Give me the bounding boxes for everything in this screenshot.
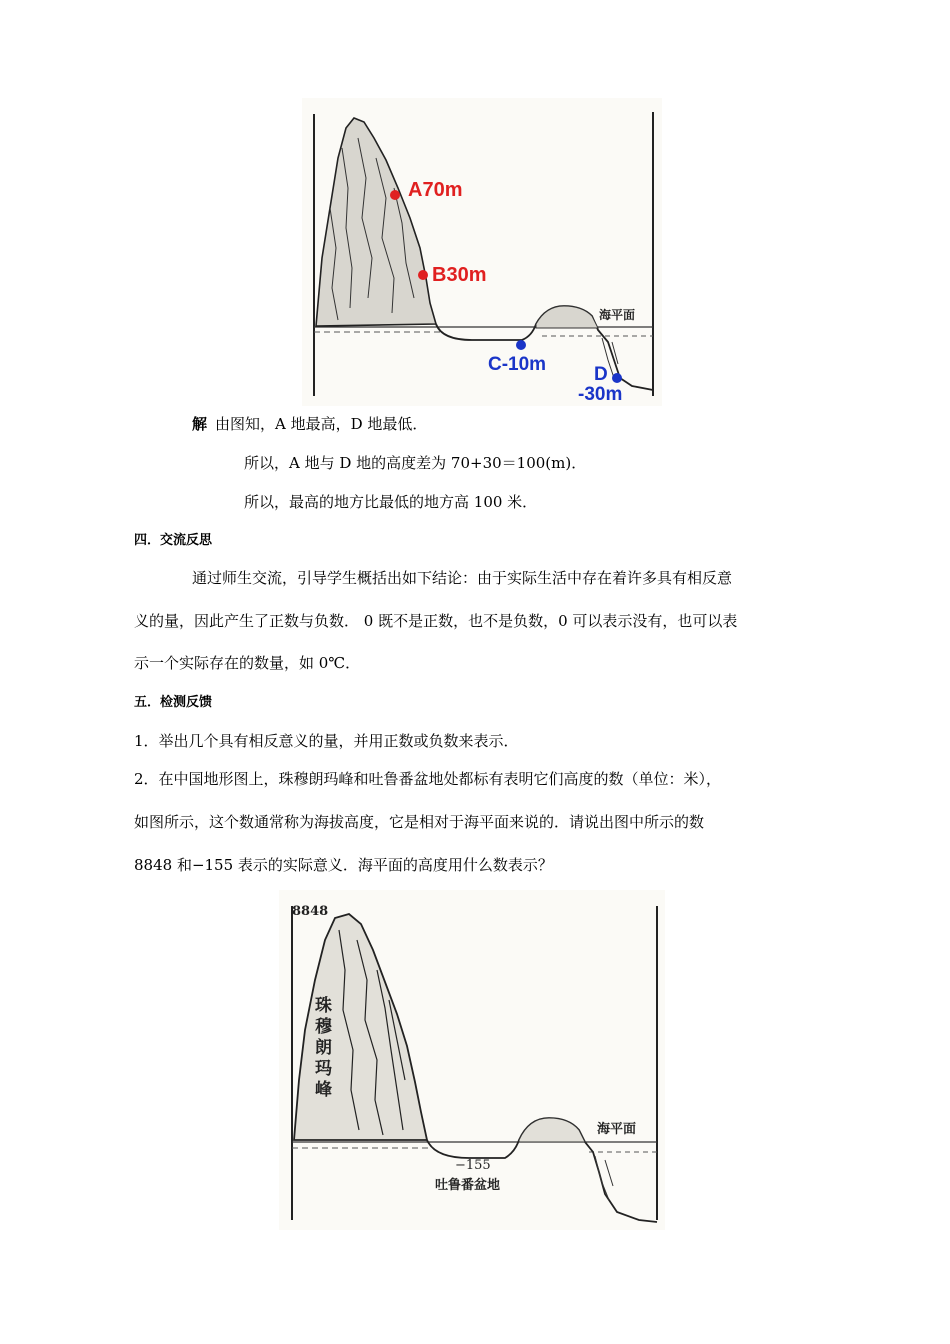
terrain-figure-2 <box>279 890 665 1230</box>
point-c-label: C-10m <box>488 354 547 375</box>
section-4-para-line-2: 义的量，因此产生了正数与负数． 0 既不是正数，也不是负数，0 可以表示没有，也可以表 <box>134 612 738 630</box>
section-4-para-line-3: 示一个实际存在的数量，如 0℃． <box>134 654 361 672</box>
point-d-marker <box>612 373 622 383</box>
question-2-line-2: 如图所示，这个数通常称为海拔高度，它是相对于海平面来说的．请说出图中所示的数 <box>134 813 705 831</box>
solution-prefix: 解 <box>192 415 208 433</box>
peak-name-label: 珠穆朗玛峰 <box>315 996 332 1100</box>
point-b-label: B30m <box>432 264 487 286</box>
point-d-value: -30m <box>578 384 623 405</box>
section-5-heading: 五．检测反馈 <box>134 695 213 710</box>
point-c-marker <box>516 340 526 350</box>
solution-line-1 <box>192 413 427 435</box>
point-a-label: A70m <box>408 179 463 201</box>
terrain-diagram-1 <box>302 98 662 406</box>
point-b-marker <box>418 270 428 280</box>
section-4-heading: 四．交流反思 <box>134 533 213 548</box>
point-a-marker <box>390 190 400 200</box>
basin-name-label: 吐鲁番盆地 <box>435 1178 501 1193</box>
question-1: 1．举出几个具有相反意义的量，并用正数或负数来表示． <box>134 732 519 750</box>
solution-text-1: 由图知，A 地最高，D 地最低． <box>215 415 428 433</box>
mountain-shape <box>316 118 436 326</box>
sea-level-label: 海平面 <box>599 308 636 322</box>
terrain-figure-1 <box>302 98 662 406</box>
solution-line-2: 所以，A 地与 D 地的高度差为 70+30＝100(m)． <box>244 454 587 472</box>
point-d-letter: D <box>594 364 608 385</box>
sea-level-label-2: 海平面 <box>597 1122 637 1137</box>
basin-height-label: −155 <box>455 1158 491 1173</box>
question-2-line-1: 2．在中国地形图上，珠穆朗玛峰和吐鲁番盆地处都标有表明它们高度的数（单位：米）， <box>134 770 722 788</box>
solution-line-3: 所以，最高的地方比最低的地方高 100 米． <box>244 493 538 511</box>
section-4-para-line-1: 通过师生交流，引导学生概括出如下结论：由于实际生活中存在着许多具有相反意 <box>192 569 733 587</box>
mountain-shape-2 <box>294 914 427 1140</box>
peak-height-label: 8848 <box>292 904 329 919</box>
question-2-line-3: 8848 和−155 表示的实际意义．海平面的高度用什么数表示？ <box>134 856 553 874</box>
